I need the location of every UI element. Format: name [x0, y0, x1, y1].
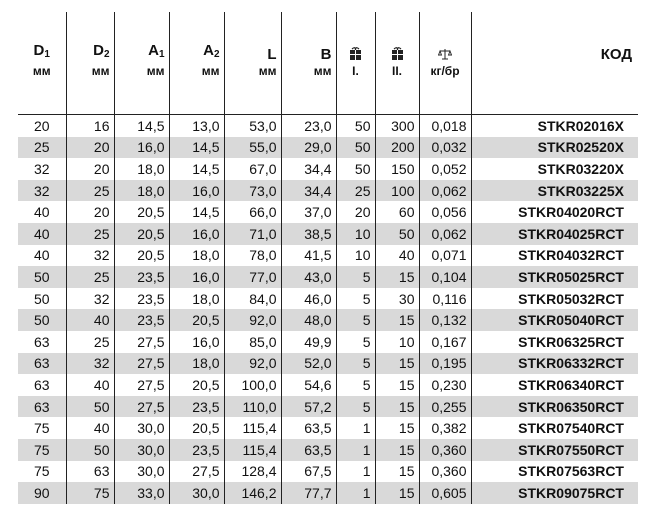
cell-a2: 18,0: [169, 245, 224, 267]
cell-pack-1: 1: [336, 482, 375, 504]
cell-a2: 16,0: [169, 331, 224, 353]
header-d2: $D_2$ мм: [66, 12, 114, 87]
cell-d1: 75: [18, 439, 66, 461]
cell-a1: 23,5: [114, 309, 169, 331]
cell-a2: 13,0: [169, 115, 224, 137]
cell-pack-2: 100: [375, 180, 419, 202]
product-spec-table: [18, 12, 638, 504]
cell-b: 37,0: [281, 201, 336, 223]
cell-l: 67,0: [224, 158, 281, 180]
cell-code: STKR03225X: [471, 180, 638, 202]
cell-weight: 0,104: [419, 266, 471, 288]
cell-b: 57,2: [281, 396, 336, 418]
cell-d1: 32: [18, 180, 66, 202]
cell-l: 84,0: [224, 288, 281, 310]
cell-pack-2: 15: [375, 439, 419, 461]
cell-a2: 23,5: [169, 439, 224, 461]
cell-d1: 40: [18, 223, 66, 245]
cell-a1: 30,0: [114, 417, 169, 439]
table-row: [18, 482, 638, 504]
table-row: [18, 245, 638, 267]
cell-pack-1: 10: [336, 223, 375, 245]
cell-d2: 25: [66, 331, 114, 353]
cell-d2: 50: [66, 439, 114, 461]
cell-code: STKR05032RCT: [471, 288, 638, 310]
cell-pack-1: 50: [336, 115, 375, 137]
cell-pack-2: 60: [375, 201, 419, 223]
cell-a2: 20,5: [169, 309, 224, 331]
cell-weight: 0,071: [419, 245, 471, 267]
cell-d2: 32: [66, 353, 114, 375]
cell-pack-2: 15: [375, 374, 419, 396]
cell-d2: 63: [66, 461, 114, 483]
table-row: [18, 417, 638, 439]
header-b: B мм: [281, 12, 336, 87]
cell-code: STKR05040RCT: [471, 309, 638, 331]
cell-l: 115,4: [224, 417, 281, 439]
cell-l: 92,0: [224, 309, 281, 331]
cell-weight: 0,382: [419, 417, 471, 439]
cell-pack-2: 200: [375, 137, 419, 159]
cell-code: STKR06325RCT: [471, 331, 638, 353]
cell-code: STKR02016X: [471, 115, 638, 137]
package-icon: [392, 47, 403, 60]
cell-pack-2: 15: [375, 482, 419, 504]
cell-pack-1: 1: [336, 439, 375, 461]
cell-d2: 75: [66, 482, 114, 504]
cell-l: 66,0: [224, 201, 281, 223]
header-d1: $D_1$ мм: [18, 12, 66, 87]
cell-a1: 20,5: [114, 223, 169, 245]
cell-weight: 0,062: [419, 223, 471, 245]
table-row: [18, 223, 638, 245]
cell-weight: 0,062: [419, 180, 471, 202]
table-row: [18, 396, 638, 418]
cell-a2: 20,5: [169, 417, 224, 439]
cell-weight: 0,052: [419, 158, 471, 180]
cell-pack-2: 40: [375, 245, 419, 267]
cell-d2: 32: [66, 245, 114, 267]
cell-b: 67,5: [281, 461, 336, 483]
cell-b: 63,5: [281, 417, 336, 439]
cell-a1: 30,0: [114, 461, 169, 483]
cell-pack-2: 30: [375, 288, 419, 310]
cell-code: STKR04025RCT: [471, 223, 638, 245]
cell-l: 73,0: [224, 180, 281, 202]
cell-a2: 14,5: [169, 201, 224, 223]
cell-d1: 50: [18, 288, 66, 310]
cell-pack-1: 1: [336, 417, 375, 439]
cell-a2: 18,0: [169, 353, 224, 375]
cell-code: STKR06350RCT: [471, 396, 638, 418]
cell-d1: 63: [18, 396, 66, 418]
cell-pack-2: 10: [375, 331, 419, 353]
cell-a2: 23,5: [169, 396, 224, 418]
table-row: [18, 309, 638, 331]
cell-weight: 0,230: [419, 374, 471, 396]
cell-a1: 23,5: [114, 266, 169, 288]
cell-d2: 40: [66, 417, 114, 439]
cell-pack-1: 5: [336, 331, 375, 353]
cell-weight: 0,018: [419, 115, 471, 137]
cell-l: 100,0: [224, 374, 281, 396]
cell-l: 77,0: [224, 266, 281, 288]
cell-code: STKR07563RCT: [471, 461, 638, 483]
cell-pack-1: 50: [336, 137, 375, 159]
table-row: [18, 266, 638, 288]
cell-pack-2: 15: [375, 417, 419, 439]
cell-pack-2: 300: [375, 115, 419, 137]
cell-d2: 25: [66, 180, 114, 202]
header-code: КОД: [600, 45, 632, 63]
cell-code: STKR06340RCT: [471, 374, 638, 396]
cell-weight: 0,132: [419, 309, 471, 331]
cell-l: 115,4: [224, 439, 281, 461]
cell-a1: 20,5: [114, 245, 169, 267]
table-row: [18, 353, 638, 375]
cell-a1: 27,5: [114, 353, 169, 375]
cell-d1: 63: [18, 353, 66, 375]
cell-d2: 32: [66, 288, 114, 310]
cell-weight: 0,360: [419, 461, 471, 483]
cell-d2: 16: [66, 115, 114, 137]
cell-a1: 27,5: [114, 331, 169, 353]
cell-d1: 20: [18, 115, 66, 137]
table-row: [18, 439, 638, 461]
cell-b: 63,5: [281, 439, 336, 461]
cell-weight: 0,195: [419, 353, 471, 375]
package-icon: [350, 47, 361, 60]
cell-d1: 25: [18, 137, 66, 159]
cell-pack-1: 5: [336, 353, 375, 375]
cell-a2: 16,0: [169, 266, 224, 288]
header-l: L мм: [224, 12, 281, 87]
cell-weight: 0,032: [419, 137, 471, 159]
cell-pack-1: 5: [336, 396, 375, 418]
cell-code: STKR05025RCT: [471, 266, 638, 288]
cell-d1: 40: [18, 201, 66, 223]
header-spacer-row: [18, 87, 638, 115]
cell-b: 34,4: [281, 158, 336, 180]
cell-b: 38,5: [281, 223, 336, 245]
cell-l: 55,0: [224, 137, 281, 159]
cell-pack-2: 50: [375, 223, 419, 245]
cell-b: 48,0: [281, 309, 336, 331]
cell-a2: 14,5: [169, 137, 224, 159]
cell-a1: 23,5: [114, 288, 169, 310]
header-a2: $A_2$ мм: [169, 12, 224, 87]
cell-code: STKR04032RCT: [471, 245, 638, 267]
cell-b: 54,6: [281, 374, 336, 396]
cell-l: 128,4: [224, 461, 281, 483]
cell-d2: 20: [66, 201, 114, 223]
cell-weight: 0,360: [419, 439, 471, 461]
cell-weight: 0,605: [419, 482, 471, 504]
cell-d1: 75: [18, 417, 66, 439]
cell-l: 85,0: [224, 331, 281, 353]
cell-a2: 30,0: [169, 482, 224, 504]
cell-a2: 14,5: [169, 158, 224, 180]
header-pack-2: II.: [375, 12, 419, 87]
cell-weight: 0,167: [419, 331, 471, 353]
cell-l: 78,0: [224, 245, 281, 267]
cell-a1: 14,5: [114, 115, 169, 137]
product-table-container: [18, 12, 638, 504]
cell-b: 46,0: [281, 288, 336, 310]
table-row: [18, 288, 638, 310]
cell-a1: 16,0: [114, 137, 169, 159]
cell-b: 52,0: [281, 353, 336, 375]
cell-d1: 90: [18, 482, 66, 504]
cell-pack-2: 15: [375, 396, 419, 418]
cell-pack-1: 25: [336, 180, 375, 202]
cell-l: 53,0: [224, 115, 281, 137]
cell-b: 43,0: [281, 266, 336, 288]
header-weight: кг/бр: [419, 12, 471, 87]
cell-a1: 33,0: [114, 482, 169, 504]
cell-b: 23,0: [281, 115, 336, 137]
cell-d1: 50: [18, 266, 66, 288]
cell-pack-2: 15: [375, 461, 419, 483]
cell-pack-2: 15: [375, 266, 419, 288]
cell-b: 49,9: [281, 331, 336, 353]
table-row: [18, 180, 638, 202]
table-row: [18, 374, 638, 396]
cell-d2: 50: [66, 396, 114, 418]
cell-pack-1: 5: [336, 309, 375, 331]
table-row: [18, 158, 638, 180]
cell-d2: 25: [66, 266, 114, 288]
cell-a2: 18,0: [169, 288, 224, 310]
cell-d1: 63: [18, 331, 66, 353]
cell-a1: 27,5: [114, 374, 169, 396]
cell-b: 29,0: [281, 137, 336, 159]
cell-pack-1: 50: [336, 158, 375, 180]
cell-l: 92,0: [224, 353, 281, 375]
cell-a2: 16,0: [169, 223, 224, 245]
cell-b: 77,7: [281, 482, 336, 504]
cell-code: STKR06332RCT: [471, 353, 638, 375]
cell-l: 110,0: [224, 396, 281, 418]
cell-pack-1: 20: [336, 201, 375, 223]
scale-icon: [438, 48, 452, 60]
cell-d1: 75: [18, 461, 66, 483]
cell-pack-1: 5: [336, 374, 375, 396]
cell-a1: 18,0: [114, 180, 169, 202]
cell-code: STKR02520X: [471, 137, 638, 159]
cell-d1: 50: [18, 309, 66, 331]
header-row: [18, 12, 638, 87]
cell-weight: 0,255: [419, 396, 471, 418]
cell-d1: 63: [18, 374, 66, 396]
cell-a2: 16,0: [169, 180, 224, 202]
cell-pack-1: 1: [336, 461, 375, 483]
cell-code: STKR07540RCT: [471, 417, 638, 439]
cell-pack-1: 5: [336, 266, 375, 288]
cell-d2: 40: [66, 309, 114, 331]
cell-d2: 20: [66, 137, 114, 159]
cell-weight: 0,056: [419, 201, 471, 223]
cell-code: STKR03220X: [471, 158, 638, 180]
cell-pack-2: 15: [375, 309, 419, 331]
cell-a1: 20,5: [114, 201, 169, 223]
cell-pack-2: 150: [375, 158, 419, 180]
header-pack-1: I.: [336, 12, 375, 87]
table-row: [18, 137, 638, 159]
cell-d2: 25: [66, 223, 114, 245]
cell-d1: 32: [18, 158, 66, 180]
cell-d2: 20: [66, 158, 114, 180]
table-row: [18, 331, 638, 353]
cell-d2: 40: [66, 374, 114, 396]
cell-d1: 40: [18, 245, 66, 267]
cell-a1: 18,0: [114, 158, 169, 180]
cell-pack-2: 15: [375, 353, 419, 375]
cell-code: STKR07550RCT: [471, 439, 638, 461]
table-row: [18, 115, 638, 137]
table-row: [18, 461, 638, 483]
cell-code: STKR09075RCT: [471, 482, 638, 504]
cell-a2: 27,5: [169, 461, 224, 483]
cell-pack-1: 10: [336, 245, 375, 267]
cell-code: STKR04020RCT: [471, 201, 638, 223]
table-row: [18, 201, 638, 223]
cell-b: 34,4: [281, 180, 336, 202]
cell-a1: 30,0: [114, 439, 169, 461]
cell-l: 146,2: [224, 482, 281, 504]
cell-a2: 20,5: [169, 374, 224, 396]
header-a1: $A_1$ мм: [114, 12, 169, 87]
cell-a1: 27,5: [114, 396, 169, 418]
cell-b: 41,5: [281, 245, 336, 267]
cell-weight: 0,116: [419, 288, 471, 310]
cell-pack-1: 5: [336, 288, 375, 310]
cell-l: 71,0: [224, 223, 281, 245]
